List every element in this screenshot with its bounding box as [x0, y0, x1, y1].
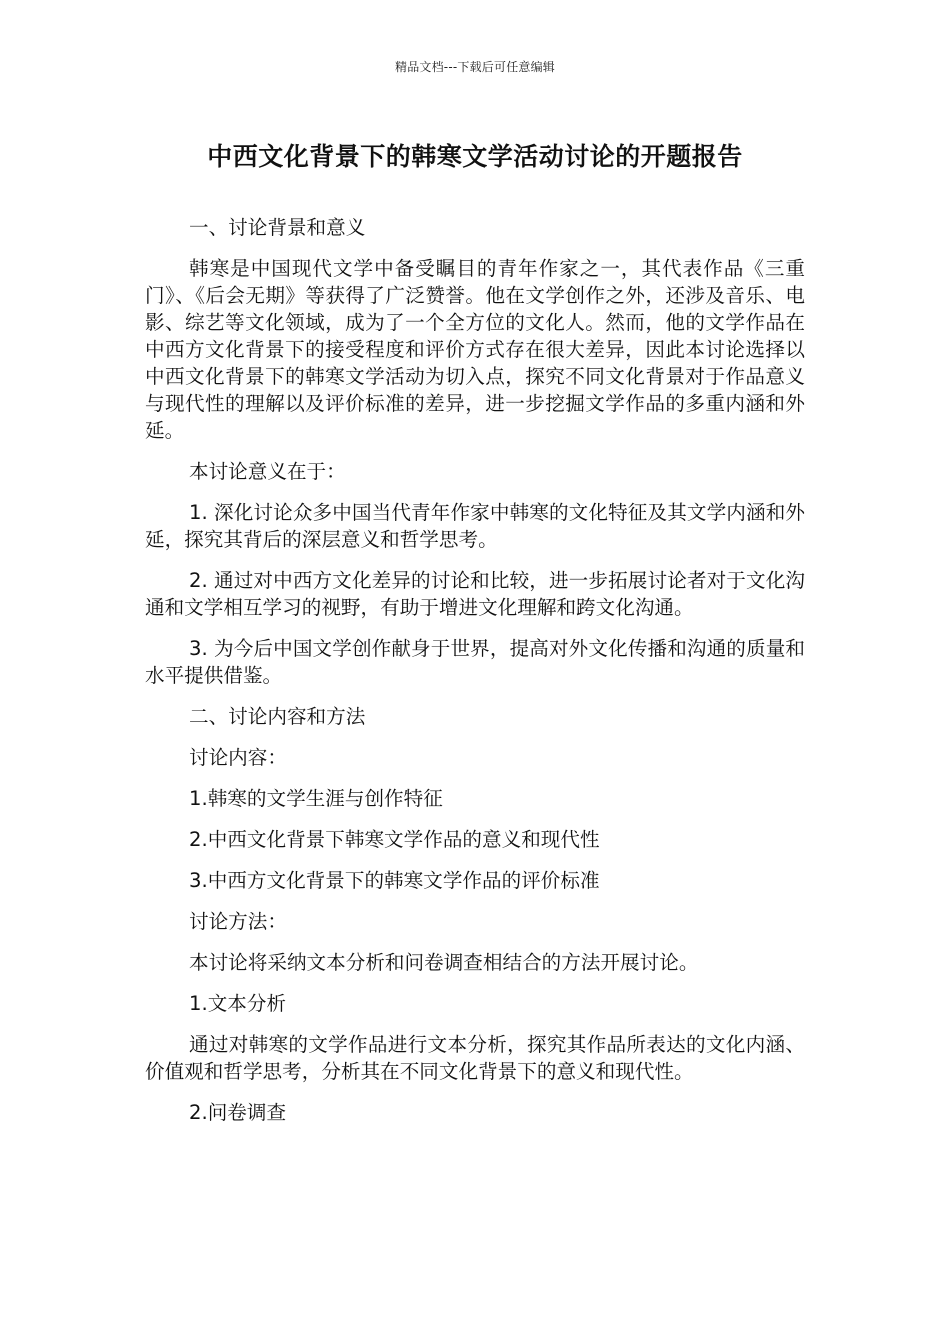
- list-item: 2.中西文化背景下韩寒文学作品的意义和现代性: [189, 828, 600, 851]
- section-heading: 一、讨论背景和意义: [189, 216, 366, 239]
- body-paragraph: 讨论方法：: [189, 910, 287, 933]
- body-paragraph: 本讨论意义在于：: [189, 460, 346, 483]
- section-heading: 二、讨论内容和方法: [189, 705, 366, 728]
- body-paragraph: 本讨论将采纳文本分析和问卷调查相结合的方法开展讨论。: [189, 951, 699, 974]
- list-item: 3.中西方文化背景下的韩寒文学作品的评价标准: [189, 869, 600, 892]
- body-paragraph: 讨论内容：: [189, 746, 287, 769]
- header-note: 精品文档---下载后可任意编辑: [395, 60, 555, 74]
- body-paragraph: 韩寒是中国现代文学中备受瞩目的青年作家之一，其代表作品《三重门》、《后会无期》等获得了广泛赞誉。他在文学创作之外，还涉及音乐、电影、综艺等文化领域，成为了一个全方位的文化人。然而，他的文学作品在中西方文化背景下的接受程度和评价方式存在很大差异，因此本讨论选择以中西文化背景下的韩寒文学活动为切入点，探究不同文化背景对于作品意义与现代性的理解以及评价标准的差异，进一步挖掘文学作品的多重内涵和外延。: [145, 257, 805, 442]
- list-item: 1.文本分析: [189, 992, 287, 1015]
- document-title: 中西文化背景下的韩寒文学活动讨论的开题报告: [207, 142, 743, 171]
- body-paragraph: 通过对韩寒的文学作品进行文本分析，探究其作品所表达的文化内涵、价值观和哲学思考，分析其在不同文化背景下的意义和现代性。: [145, 1033, 805, 1083]
- list-item: 2.问卷调查: [189, 1101, 287, 1124]
- list-item: 1.韩寒的文学生涯与创作特征: [189, 787, 443, 810]
- list-item: 3. 为今后中国文学创作献身于世界，提高对外文化传播和沟通的质量和水平提供借鉴。: [145, 637, 805, 687]
- list-item: 1. 深化讨论众多中国当代青年作家中韩寒的文化特征及其文学内涵和外延，探究其背后的深层意义和哲学思考。: [145, 501, 805, 551]
- document-body: [145, 214, 805, 1140]
- list-item: 2. 通过对中西方文化差异的讨论和比较，进一步拓展讨论者对于文化沟通和文学相互学习的视野，有助于增进文化理解和跨文化沟通。: [145, 569, 805, 619]
